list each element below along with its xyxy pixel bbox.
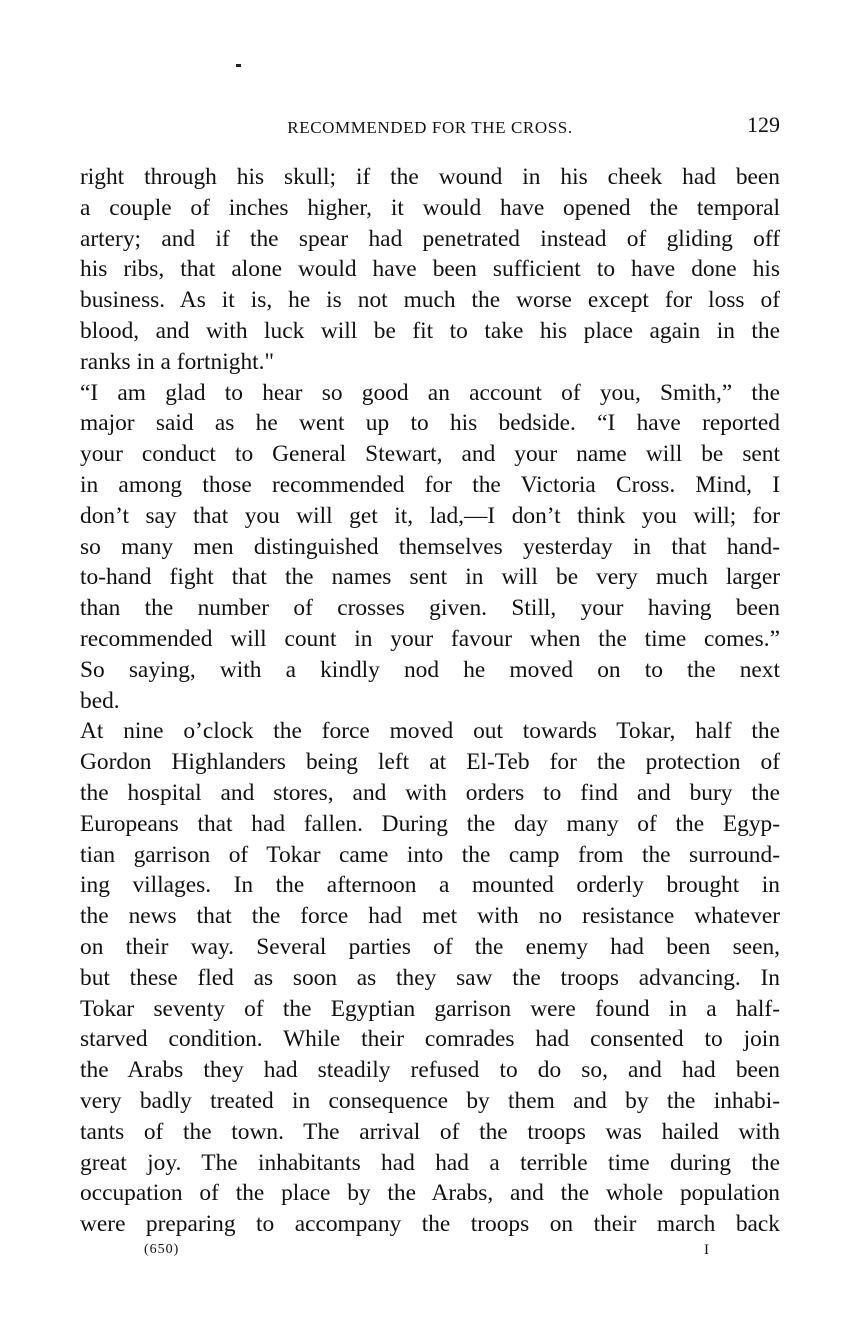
text-line: than the number of crosses given. Still, your having been <box>80 595 780 622</box>
text-line: “I am glad to hear so good an account of you, Smith,” the <box>80 379 780 406</box>
text-line: to-hand fight that the names sent in will be very much larger <box>80 564 780 591</box>
body-text <box>80 162 780 1240</box>
page-footer <box>80 1242 780 1264</box>
text-line: but these fled as soon as they saw the troops advancing. In <box>80 964 780 991</box>
text-line: great joy. The inhabitants had had a terrible time during the <box>80 1149 780 1176</box>
print-speck <box>236 64 241 67</box>
text-line: Gordon Highlanders being left at El-Teb for the protection of <box>80 749 780 776</box>
text-line: on their way. Several parties of the enemy had been seen, <box>80 933 780 960</box>
text-line: So saying, with a kindly nod he moved on to the next <box>80 656 780 683</box>
page-number: 129 <box>747 112 780 137</box>
text-line: a couple of inches higher, it would have opened the temporal <box>80 194 780 221</box>
text-line: starved condition. While their comrades had consented to join <box>80 1026 780 1053</box>
running-title: RECOMMENDED FOR THE CROSS. <box>287 118 573 137</box>
text-line: Europeans that had fallen. During the day many of the Egyp- <box>80 810 780 837</box>
gathering-mark: I <box>704 1242 709 1258</box>
text-line: don’t say that you will get it, lad,—I don’t think you will; for <box>80 502 780 529</box>
text-line: the Arabs they had steadily refused to do so, and had been <box>80 1057 780 1084</box>
text-line: so many men distinguished themselves yesterday in that hand- <box>80 533 780 560</box>
text-line: tian garrison of Tokar came into the camp from the surround- <box>80 841 780 868</box>
paragraph-end-line: ranks in a fortnight." <box>80 348 275 375</box>
text-line: his ribs, that alone would have been sufficient to have done his <box>80 256 780 283</box>
text-line: recommended will count in your favour when the time comes.” <box>80 625 780 652</box>
text-line: were preparing to accompany the troops on their march back <box>80 1211 780 1238</box>
text-line: right through his skull; if the wound in his cheek had been <box>80 164 780 190</box>
text-line: blood, and with luck will be fit to take his place again in the <box>80 317 780 344</box>
text-line: tants of the town. The arrival of the troops was hailed with <box>80 1118 780 1145</box>
text-line: ing villages. In the afternoon a mounted orderly brought in <box>80 872 780 899</box>
text-line: very badly treated in consequence by them and by the inhabi- <box>80 1087 780 1114</box>
text-line: At nine o’clock the force moved out towards Tokar, half the <box>80 718 780 745</box>
text-line: the hospital and stores, and with orders to find and bury the <box>80 779 780 806</box>
text-line: major said as he went up to his bedside. “I have reported <box>80 410 780 437</box>
text-line: in among those recommended for the Victoria Cross. Mind, I <box>80 471 780 498</box>
text-line: business. As it is, he is not much the worse except for loss of <box>80 287 780 314</box>
text-line: the news that the force had met with no resistance whatever <box>80 903 780 930</box>
text-line: artery; and if the spear had penetrated instead of gliding off <box>80 225 780 252</box>
text-line: your conduct to General Stewart, and your name will be sent <box>80 441 780 468</box>
signature-mark: (650) <box>144 1242 180 1257</box>
running-head <box>80 110 780 142</box>
text-line: occupation of the place by the Arabs, and the whole population <box>80 1180 780 1207</box>
text-line: Tokar seventy of the Egyptian garrison were found in a half- <box>80 995 780 1022</box>
paragraph-end-line: bed. <box>80 687 120 714</box>
